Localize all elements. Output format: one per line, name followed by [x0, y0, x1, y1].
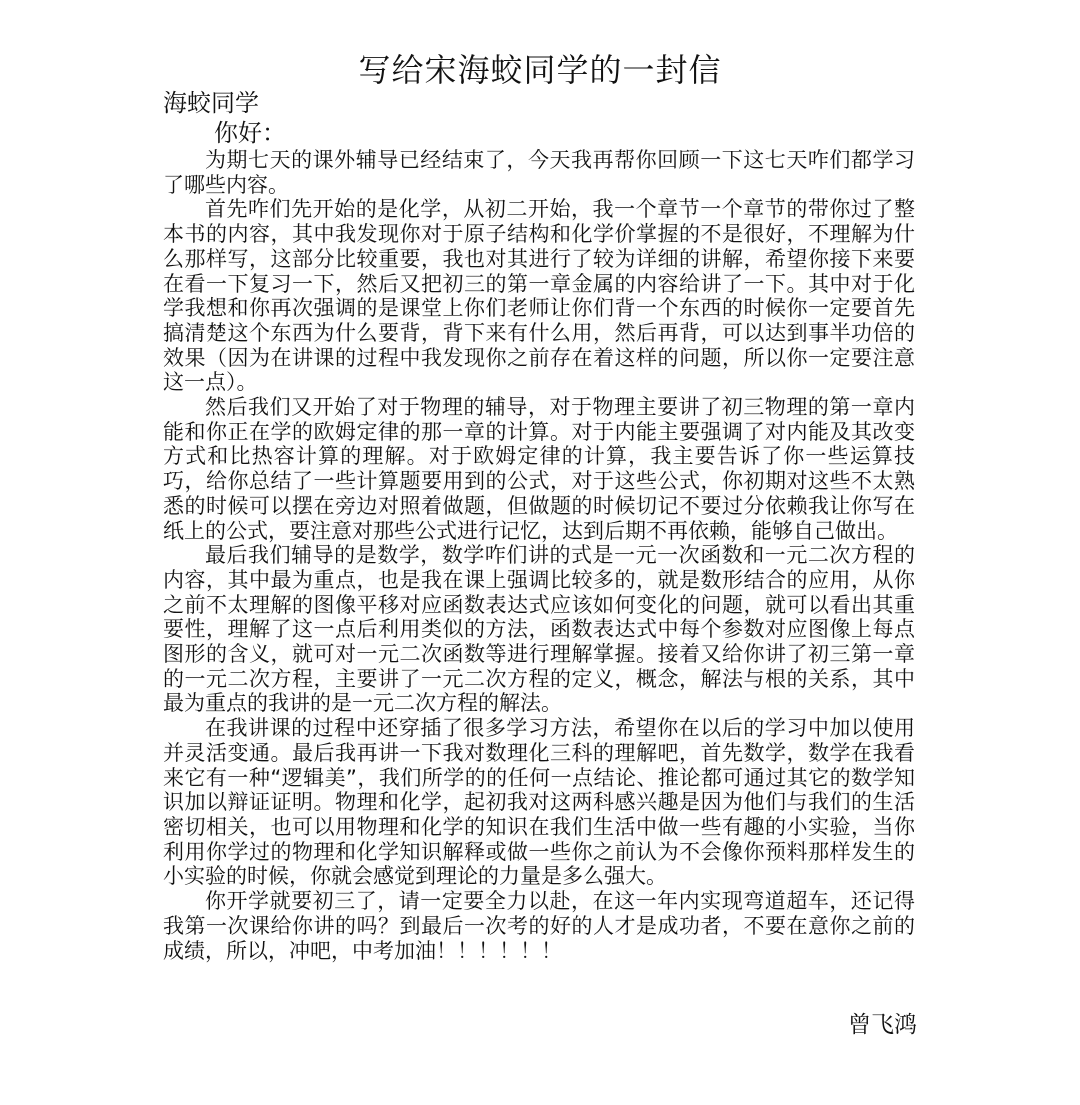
paragraph-chemistry: 首先咋们先开始的是化学，从初二开始，我一个章节一个章节的带你过了整本书的内容，其中我发现你对于原子结构和化学价掌握的不是很好，不理解为什么那样写，这部分比较重要，我也对其进行了较为详细的讲解，希望你接下来要在看一下复习一下，然后又把初三的第一章金属的内容给讲了一下。其中对于化学我想和你再次强调的是课堂上你们老师让你们背一个东西的时候你一定要首先搞清楚这个东西为什么要背，背下来有什么用，然后再背，可以达到事半功倍的效果（因为在讲课的过程中我发现你之前存在着这样的问题，所以你一定要注意这一点）。 [163, 197, 915, 395]
letter-greeting: 你好： [214, 119, 286, 147]
letter-signature: 曾飞鸿 [848, 1012, 917, 1038]
letter-salutation: 海蛟同学 [163, 89, 259, 117]
letter-body [163, 148, 915, 963]
letter-title: 写给宋海蛟同学的一封信 [358, 51, 722, 89]
paragraph-encouragement: 你开学就要初三了，请一定要全力以赴，在这一年内实现弯道超车，还记得我第一次课给你讲的吗？到最后一次考的好的人才是成功者，不要在意你之前的成绩，所以，冲吧，中考加油！！！！！！ [163, 889, 915, 963]
paragraph-methods: 在我讲课的过程中还穿插了很多学习方法，希望你在以后的学习中加以使用并灵活变通。最后我再讲一下我对数理化三科的理解吧，首先数学，数学在我看来它有一种“逻辑美”，我们所学的的任何一点结论、推论都可通过其它的数学知识加以辩证证明。物理和化学，起初我对这两科感兴趣是因为他们与我们的生活密切相关，也可以用物理和化学的知识在我们生活中做一些有趣的小实验，当你利用你学过的物理和化学知识解释或做一些你之前认为不会像你预料那样发生的小实验的时候，你就会感觉到理论的力量是多么强大。 [163, 716, 915, 889]
paragraph-math: 最后我们辅导的是数学，数学咋们讲的式是一元一次函数和一元二次方程的内容，其中最为重点，也是我在课上强调比较多的，就是数形结合的应用，从你之前不太理解的图像平移对应函数表达式应该如何变化的问题，就可以看出其重要性，理解了这一点后利用类似的方法，函数表达式中每个参数对应图像上每点图形的含义，就可对一元二次函数等进行理解掌握。接着又给你讲了初三第一章的一元二次方程，主要讲了一元二次方程的定义，概念，解法与根的关系，其中最为重点的我讲的是一元二次方程的解法。 [163, 543, 915, 716]
paragraph-intro: 为期七天的课外辅导已经结束了，今天我再帮你回顾一下这七天咋们都学习了哪些内容。 [163, 148, 915, 197]
paragraph-physics: 然后我们又开始了对于物理的辅导，对于物理主要讲了初三物理的第一章内能和你正在学的欧姆定律的那一章的计算。对于内能主要强调了对内能及其改变方式和比热容计算的理解。对于欧姆定律的计算，我主要告诉了你一些运算技巧，给你总结了一些计算题要用到的公式，对于这些公式，你初期对这些不太熟悉的时候可以摆在旁边对照着做题，但做题的时候切记不要过分依赖我让你写在纸上的公式，要注意对那些公式进行记忆，达到后期不再依赖，能够自己做出。 [163, 395, 915, 543]
